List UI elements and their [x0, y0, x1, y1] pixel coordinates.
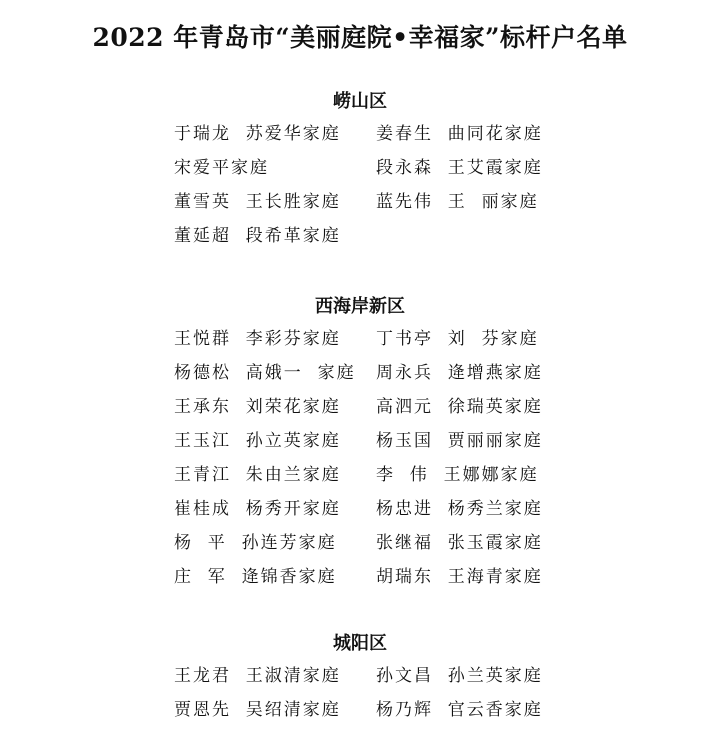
list-row	[0, 322, 720, 356]
list-item: 张继福 张玉霞家庭	[376, 533, 543, 553]
section-chengyang	[0, 629, 720, 727]
list-row	[0, 492, 720, 526]
list-item: 宋爱平家庭	[174, 158, 269, 178]
list-item: 王承东 刘荣花家庭	[174, 397, 341, 417]
list-item: 董雪英 王长胜家庭	[174, 192, 341, 212]
list-item: 高泗元 徐瑞英家庭	[376, 397, 543, 417]
list-item: 于瑞龙 苏爱华家庭	[174, 124, 341, 144]
page-title: 2022 年青岛市“美丽庭院•幸福家”标杆户名单	[92, 23, 628, 52]
list-item: 杨 平 孙连芳家庭	[174, 533, 337, 553]
list-item: 孙文昌 孙兰英家庭	[376, 666, 543, 686]
list-row	[0, 151, 720, 185]
list-item: 蓝先伟 王 丽家庭	[376, 192, 539, 212]
section-xihaian	[0, 292, 720, 594]
list-item: 庄 军 逄锦香家庭	[174, 567, 337, 587]
list-row	[0, 560, 720, 594]
list-item: 王悦群 李彩芬家庭	[174, 329, 341, 349]
list-row	[0, 693, 720, 727]
list-item: 丁书亭 刘 芬家庭	[376, 329, 539, 349]
list-item: 李 伟 王娜娜家庭	[376, 465, 539, 485]
list-item: 胡瑞东 王海青家庭	[376, 567, 543, 587]
list-item: 王龙君 王淑清家庭	[174, 666, 341, 686]
list-item: 杨乃辉 官云香家庭	[376, 700, 543, 720]
list-row	[0, 458, 720, 492]
list-item: 贾恩先 吴绍清家庭	[174, 700, 341, 720]
list-row	[0, 424, 720, 458]
list-item: 杨玉国 贾丽丽家庭	[376, 431, 543, 451]
section-title: 城阳区	[333, 633, 387, 654]
list-item: 杨忠进 杨秀兰家庭	[376, 499, 543, 519]
section-laoshan	[0, 87, 720, 253]
list-item: 姜春生 曲同花家庭	[376, 124, 543, 144]
list-item: 王玉江 孙立英家庭	[174, 431, 341, 451]
list-row	[0, 390, 720, 424]
list-row	[0, 117, 720, 151]
list-item: 王青江 朱由兰家庭	[174, 465, 341, 485]
list-row	[0, 659, 720, 693]
list-item: 周永兵 逄增燕家庭	[376, 363, 543, 383]
list-row	[0, 526, 720, 560]
list-item: 杨德松 高娥一 家庭	[174, 363, 356, 383]
section-title: 西海岸新区	[315, 296, 405, 317]
list-item: 段永森 王艾霞家庭	[376, 158, 543, 178]
list-row	[0, 356, 720, 390]
list-item: 董延超 段希革家庭	[174, 226, 341, 246]
list-row	[0, 185, 720, 219]
list-row	[0, 219, 720, 253]
list-item: 崔桂成 杨秀开家庭	[174, 499, 341, 519]
section-title: 崂山区	[333, 91, 387, 112]
